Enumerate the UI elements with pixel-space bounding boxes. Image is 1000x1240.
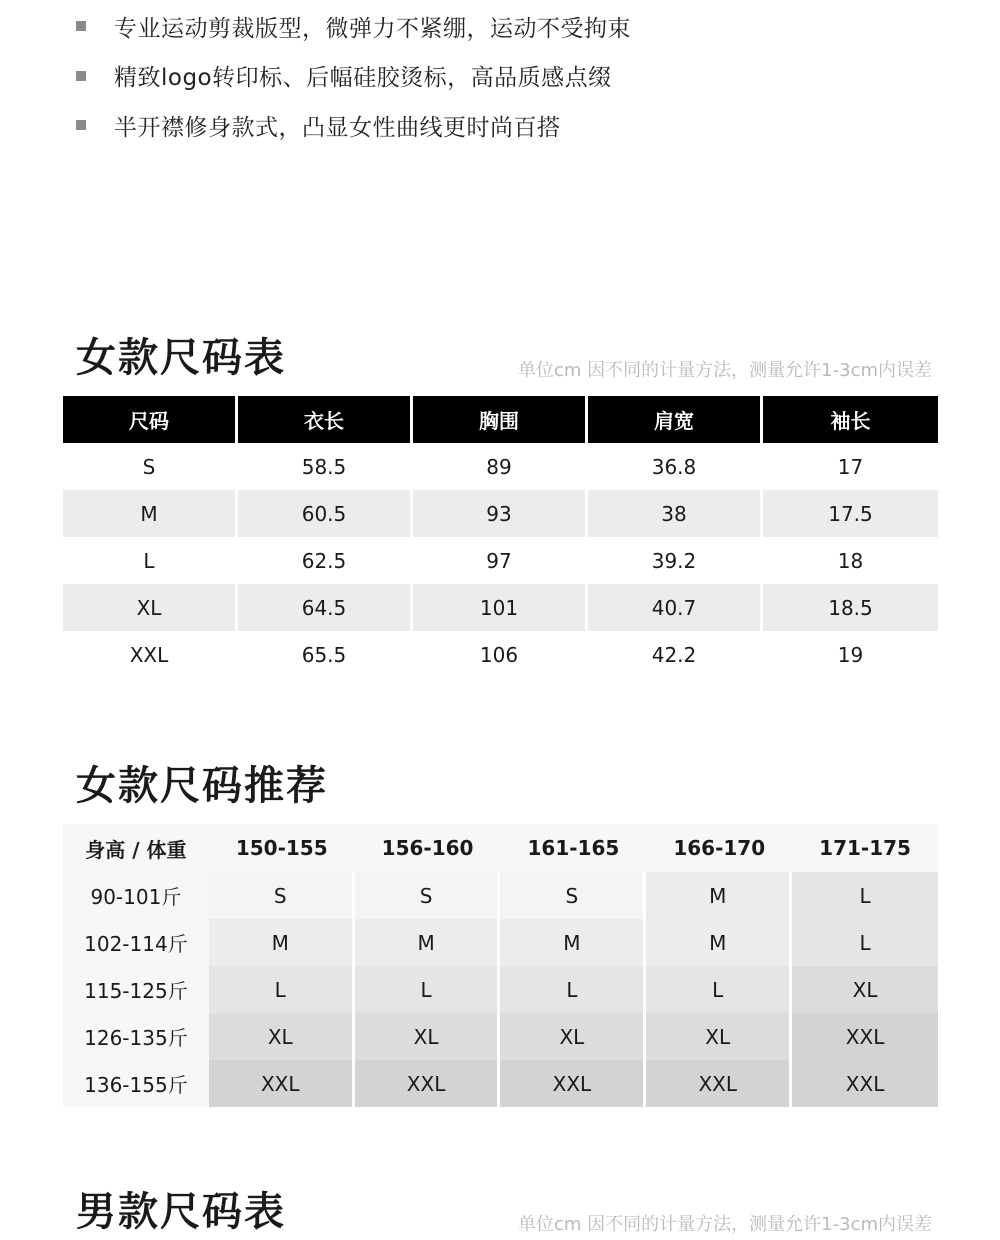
weight-label: 126-135斤 [63, 1013, 209, 1060]
weight-label: 90-101斤 [63, 872, 209, 919]
column-header: 衣长 [238, 396, 413, 443]
table-cell: 60.5 [238, 490, 413, 537]
table-cell: 42.2 [588, 631, 763, 678]
corner-header: 身高 / 体重 [63, 824, 209, 872]
weight-label: 115-125斤 [63, 966, 209, 1013]
women-size-table [63, 396, 938, 678]
bullet-square-icon [76, 120, 86, 130]
size-cell: XXL [209, 1060, 355, 1107]
size-cell: L [209, 966, 355, 1013]
height-header: 150-155 [209, 824, 355, 872]
table-header-row [63, 396, 938, 443]
bullet-square-icon [76, 71, 86, 81]
size-cell: XL [500, 1013, 646, 1060]
height-header: 156-160 [355, 824, 501, 872]
table-cell: 89 [413, 443, 588, 490]
table-row [63, 631, 938, 678]
size-cell: XXL [792, 1013, 938, 1060]
women-size-header [76, 326, 936, 386]
table-cell: XL [63, 584, 238, 631]
feature-item [76, 10, 976, 42]
size-cell: M [209, 919, 355, 966]
table-row [63, 537, 938, 584]
table-cell: 39.2 [588, 537, 763, 584]
women-recommend-header [76, 754, 936, 814]
weight-label: 102-114斤 [63, 919, 209, 966]
size-cell: XXL [500, 1060, 646, 1107]
size-cell: M [646, 919, 792, 966]
size-cell: S [500, 872, 646, 919]
bullet-square-icon [76, 21, 86, 31]
size-cell: XXL [355, 1060, 501, 1107]
table-cell: L [63, 537, 238, 584]
section-title: 女款尺码表 [76, 335, 286, 381]
table-cell: 38 [588, 490, 763, 537]
section-title: 女款尺码推荐 [76, 763, 328, 809]
column-header: 尺码 [63, 396, 238, 443]
table-row [63, 584, 938, 631]
size-cell: M [355, 919, 501, 966]
table-cell: 36.8 [588, 443, 763, 490]
feature-item [76, 109, 976, 141]
table-row [63, 490, 938, 537]
size-cell: L [500, 966, 646, 1013]
size-cell: L [355, 966, 501, 1013]
table-row [63, 1013, 938, 1060]
column-header: 胸围 [413, 396, 588, 443]
size-cell: XXL [646, 1060, 792, 1107]
height-header: 161-165 [500, 824, 646, 872]
table-cell: 62.5 [238, 537, 413, 584]
table-cell: 58.5 [238, 443, 413, 490]
size-cell: L [792, 919, 938, 966]
table-row [63, 1060, 938, 1107]
table-row [63, 872, 938, 919]
feature-text: 半开襟修身款式，凸显女性曲线更时尚百搭 [114, 114, 561, 141]
table-cell: 65.5 [238, 631, 413, 678]
table-cell: 101 [413, 584, 588, 631]
column-header: 袖长 [763, 396, 938, 443]
size-cell: XL [792, 966, 938, 1013]
height-header: 166-170 [646, 824, 792, 872]
table-cell: 93 [413, 490, 588, 537]
column-header: 肩宽 [588, 396, 763, 443]
size-cell: M [646, 872, 792, 919]
size-cell: XL [646, 1013, 792, 1060]
table-cell: 18 [837, 548, 864, 573]
section-title: 男款尺码表 [76, 1189, 286, 1235]
women-recommend-table [63, 824, 938, 1107]
size-cell: M [500, 919, 646, 966]
weight-label: 136-155斤 [63, 1060, 209, 1107]
table-row [63, 966, 938, 1013]
size-cell: S [355, 872, 501, 919]
table-cell: M [63, 490, 238, 537]
table-cell: 106 [413, 631, 588, 678]
table-cell: 64.5 [238, 584, 413, 631]
feature-item [76, 60, 976, 92]
table-row [63, 443, 938, 490]
table-cell: 97 [413, 537, 588, 584]
feature-text: 专业运动剪裁版型，微弹力不紧绷，运动不受拘束 [114, 15, 631, 42]
size-cell: XL [355, 1013, 501, 1060]
height-header: 171-175 [792, 824, 938, 872]
size-cell: L [792, 872, 938, 919]
table-cell: 19 [837, 642, 864, 667]
table-cell: XXL [63, 631, 238, 678]
table-header-row [63, 824, 938, 872]
feature-list [76, 10, 976, 159]
measurement-note: 单位cm 因不同的计量方法，测量允许1-3cm内误差 [518, 360, 932, 381]
men-size-header [76, 1180, 936, 1240]
size-cell: XL [209, 1013, 355, 1060]
table-cell: 40.7 [588, 584, 763, 631]
size-cell: S [209, 872, 355, 919]
feature-text: 精致logo转印标、后幅硅胶烫标，高品质感点缀 [114, 65, 612, 91]
table-cell: 18.5 [763, 584, 938, 631]
size-cell: XXL [792, 1060, 938, 1107]
table-cell: S [63, 443, 238, 490]
table-row [63, 919, 938, 966]
measurement-note: 单位cm 因不同的计量方法，测量允许1-3cm内误差 [518, 1214, 932, 1235]
size-cell: L [646, 966, 792, 1013]
table-cell: 17 [837, 454, 864, 479]
table-cell: 17.5 [763, 490, 938, 537]
